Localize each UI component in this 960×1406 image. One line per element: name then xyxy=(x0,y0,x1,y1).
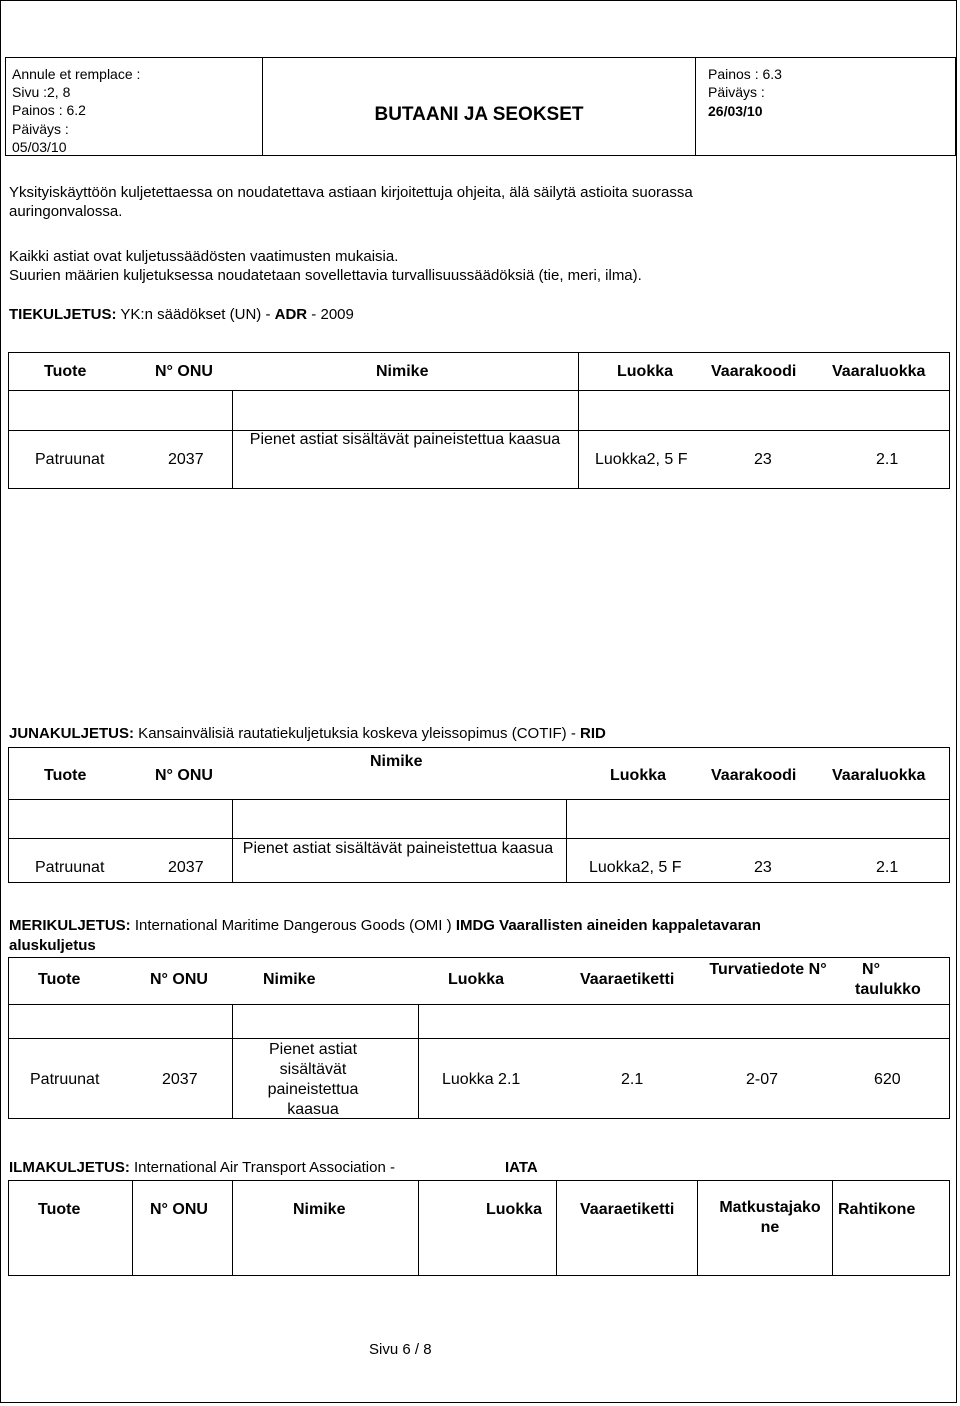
rail-rid: RID xyxy=(580,725,606,742)
rail-header-hazard-class: Vaaraluokka xyxy=(832,767,926,784)
air-iata: IATA xyxy=(505,1159,538,1176)
sea-cell-label: 2.1 xyxy=(621,1071,644,1088)
sea-header-name: Nimike xyxy=(263,971,316,988)
air-header-name: Nimike xyxy=(293,1201,346,1218)
sea-cell-class: Luokka 2.1 xyxy=(442,1071,521,1088)
rail-cell-hazard-class: 2.1 xyxy=(876,859,899,876)
road-cell-un: 2037 xyxy=(168,451,204,468)
sea-header-safety-sheet: Turvatiedote N° xyxy=(709,961,827,978)
sea-data-divider-1 xyxy=(232,1004,233,1119)
rail-cell-name: Pienet astiat sisältävät paineistettua kaasua xyxy=(242,840,554,857)
road-cell-class: Luokka2, 5 F xyxy=(595,451,688,468)
air-divider-1 xyxy=(132,1180,133,1276)
header-replaces: Annule et remplace : xyxy=(12,66,141,82)
rail-data-divider-2 xyxy=(566,799,567,883)
rail-header-product: Tuote xyxy=(44,767,87,784)
road-cell-hazard-code: 23 xyxy=(754,451,772,468)
road-header-hazard-class: Vaaraluokka xyxy=(832,363,926,380)
rail-label: JUNAKULJETUS: xyxy=(9,725,135,742)
road-header-class: Luokka xyxy=(617,363,674,380)
sea-cell-safety-sheet: 2-07 xyxy=(746,1071,779,1088)
rail-cell-un: 2037 xyxy=(168,859,204,876)
sea-header-un: N° ONU xyxy=(150,971,208,988)
sea-data-table xyxy=(8,1004,950,1119)
road-data-divider-2 xyxy=(578,390,579,489)
header-date-label: Päiväys : xyxy=(708,84,765,100)
air-divider-3 xyxy=(418,1180,419,1276)
header-old-date: 05/03/10 xyxy=(12,139,67,155)
road-label: TIEKULJETUS: xyxy=(9,306,117,323)
sea-cell-un: 2037 xyxy=(162,1071,198,1088)
road-header-divider xyxy=(578,352,579,391)
road-cell-product: Patruunat xyxy=(35,451,105,468)
sea-cell-name: Pienet astiat sisältävät paineistettua kaasua xyxy=(267,1041,359,1118)
sea-header-label: Vaaraetiketti xyxy=(580,971,675,988)
road-header-un: N° ONU xyxy=(155,363,213,380)
road-text-c: - 2009 xyxy=(307,306,354,323)
air-header-label: Vaaraetiketti xyxy=(580,1201,675,1218)
road-cell-name: Pienet astiat sisältävät paineistettua kaasua xyxy=(249,431,561,448)
road-text-a: YK:n säädökset (UN) - xyxy=(116,306,275,323)
road-data-divider-1 xyxy=(232,390,233,489)
air-text-a: International Air Transport Association - xyxy=(129,1159,395,1176)
rail-header-name: Nimike xyxy=(370,753,423,770)
document-title: BUTAANI JA SEOKSET xyxy=(374,104,584,125)
air-label: ILMAKULJETUS: xyxy=(9,1159,130,1176)
air-divider-4 xyxy=(556,1180,557,1276)
intro-line-2: auringonvalossa. xyxy=(9,203,123,220)
header-old-edition: Painos : 6.2 xyxy=(12,102,86,118)
air-header-class: Luokka xyxy=(486,1201,543,1218)
sea-header-class: Luokka xyxy=(448,971,505,988)
rail-header-un: N° ONU xyxy=(155,767,213,784)
header-old-page: Sivu :2, 8 xyxy=(12,84,71,100)
sea-label: MERIKULJETUS: xyxy=(9,917,131,934)
header-old-date-label: Päiväys : xyxy=(12,121,69,137)
air-section-heading xyxy=(9,1158,395,1178)
rail-section-heading xyxy=(9,724,606,744)
sea-header-product: Tuote xyxy=(38,971,81,988)
sea-cell-table-no: 620 xyxy=(874,1071,901,1088)
rail-cell-product: Patruunat xyxy=(35,859,105,876)
road-header-table xyxy=(8,352,950,391)
intro-line-3: Kaikki astiat ovat kuljetussäädösten vaatimusten mukaisia. xyxy=(9,248,399,265)
air-header-passenger: Matkustajakone xyxy=(719,1199,821,1236)
intro-line-1: Yksityiskäyttöön kuljetettaessa on noudatettava astiaan kirjoitettuja ohjeita, älä säilytä astioita suorassa xyxy=(9,184,693,201)
rail-cell-hazard-code: 23 xyxy=(754,859,772,876)
sea-header-table-no: N° taulukko xyxy=(855,961,921,998)
road-header-product: Tuote xyxy=(44,363,87,380)
sea-imdg: IMDG Vaarallisten aineiden kappaletavaran xyxy=(455,917,761,934)
rail-header-table xyxy=(8,747,950,800)
header-date: 26/03/10 xyxy=(708,103,763,119)
rail-data-divider-1 xyxy=(232,799,233,883)
road-adr: ADR xyxy=(274,306,308,323)
intro-line-4: Suurien määrien kuljetuksessa noudatetaan sovellettavia turvallisuussäädöksiä (tie, meri, ilma). xyxy=(9,267,642,284)
road-section-heading xyxy=(9,305,354,325)
sea-text-a: International Maritime Dangerous Goods (OMI ) xyxy=(130,917,456,934)
air-header-cargo: Rahtikone xyxy=(838,1201,916,1218)
sea-data-hline xyxy=(8,1038,950,1039)
air-divider-5 xyxy=(697,1180,698,1276)
air-divider-6 xyxy=(832,1180,833,1276)
sea-cell-product: Patruunat xyxy=(30,1071,100,1088)
sea-section-heading-cont: aluskuljetus xyxy=(9,937,96,954)
rail-header-class: Luokka xyxy=(610,767,667,784)
air-divider-2 xyxy=(232,1180,233,1276)
road-header-hazard-code: Vaarakoodi xyxy=(711,363,797,380)
rail-header-hazard-code: Vaarakoodi xyxy=(711,767,797,784)
road-header-name: Nimike xyxy=(376,363,429,380)
page-number: Sivu 6 / 8 xyxy=(369,1341,432,1358)
header-edition: Painos : 6.3 xyxy=(708,66,782,82)
rail-cell-class: Luokka2, 5 F xyxy=(589,859,682,876)
road-cell-hazard-class: 2.1 xyxy=(876,451,899,468)
air-header-product: Tuote xyxy=(38,1201,81,1218)
sea-data-divider-2 xyxy=(418,1004,419,1119)
rail-text-a: Kansainvälisiä rautatiekuljetuksia koskeva yleissopimus (COTIF) - xyxy=(134,725,581,742)
sea-section-heading xyxy=(9,916,761,936)
air-header-un: N° ONU xyxy=(150,1201,208,1218)
